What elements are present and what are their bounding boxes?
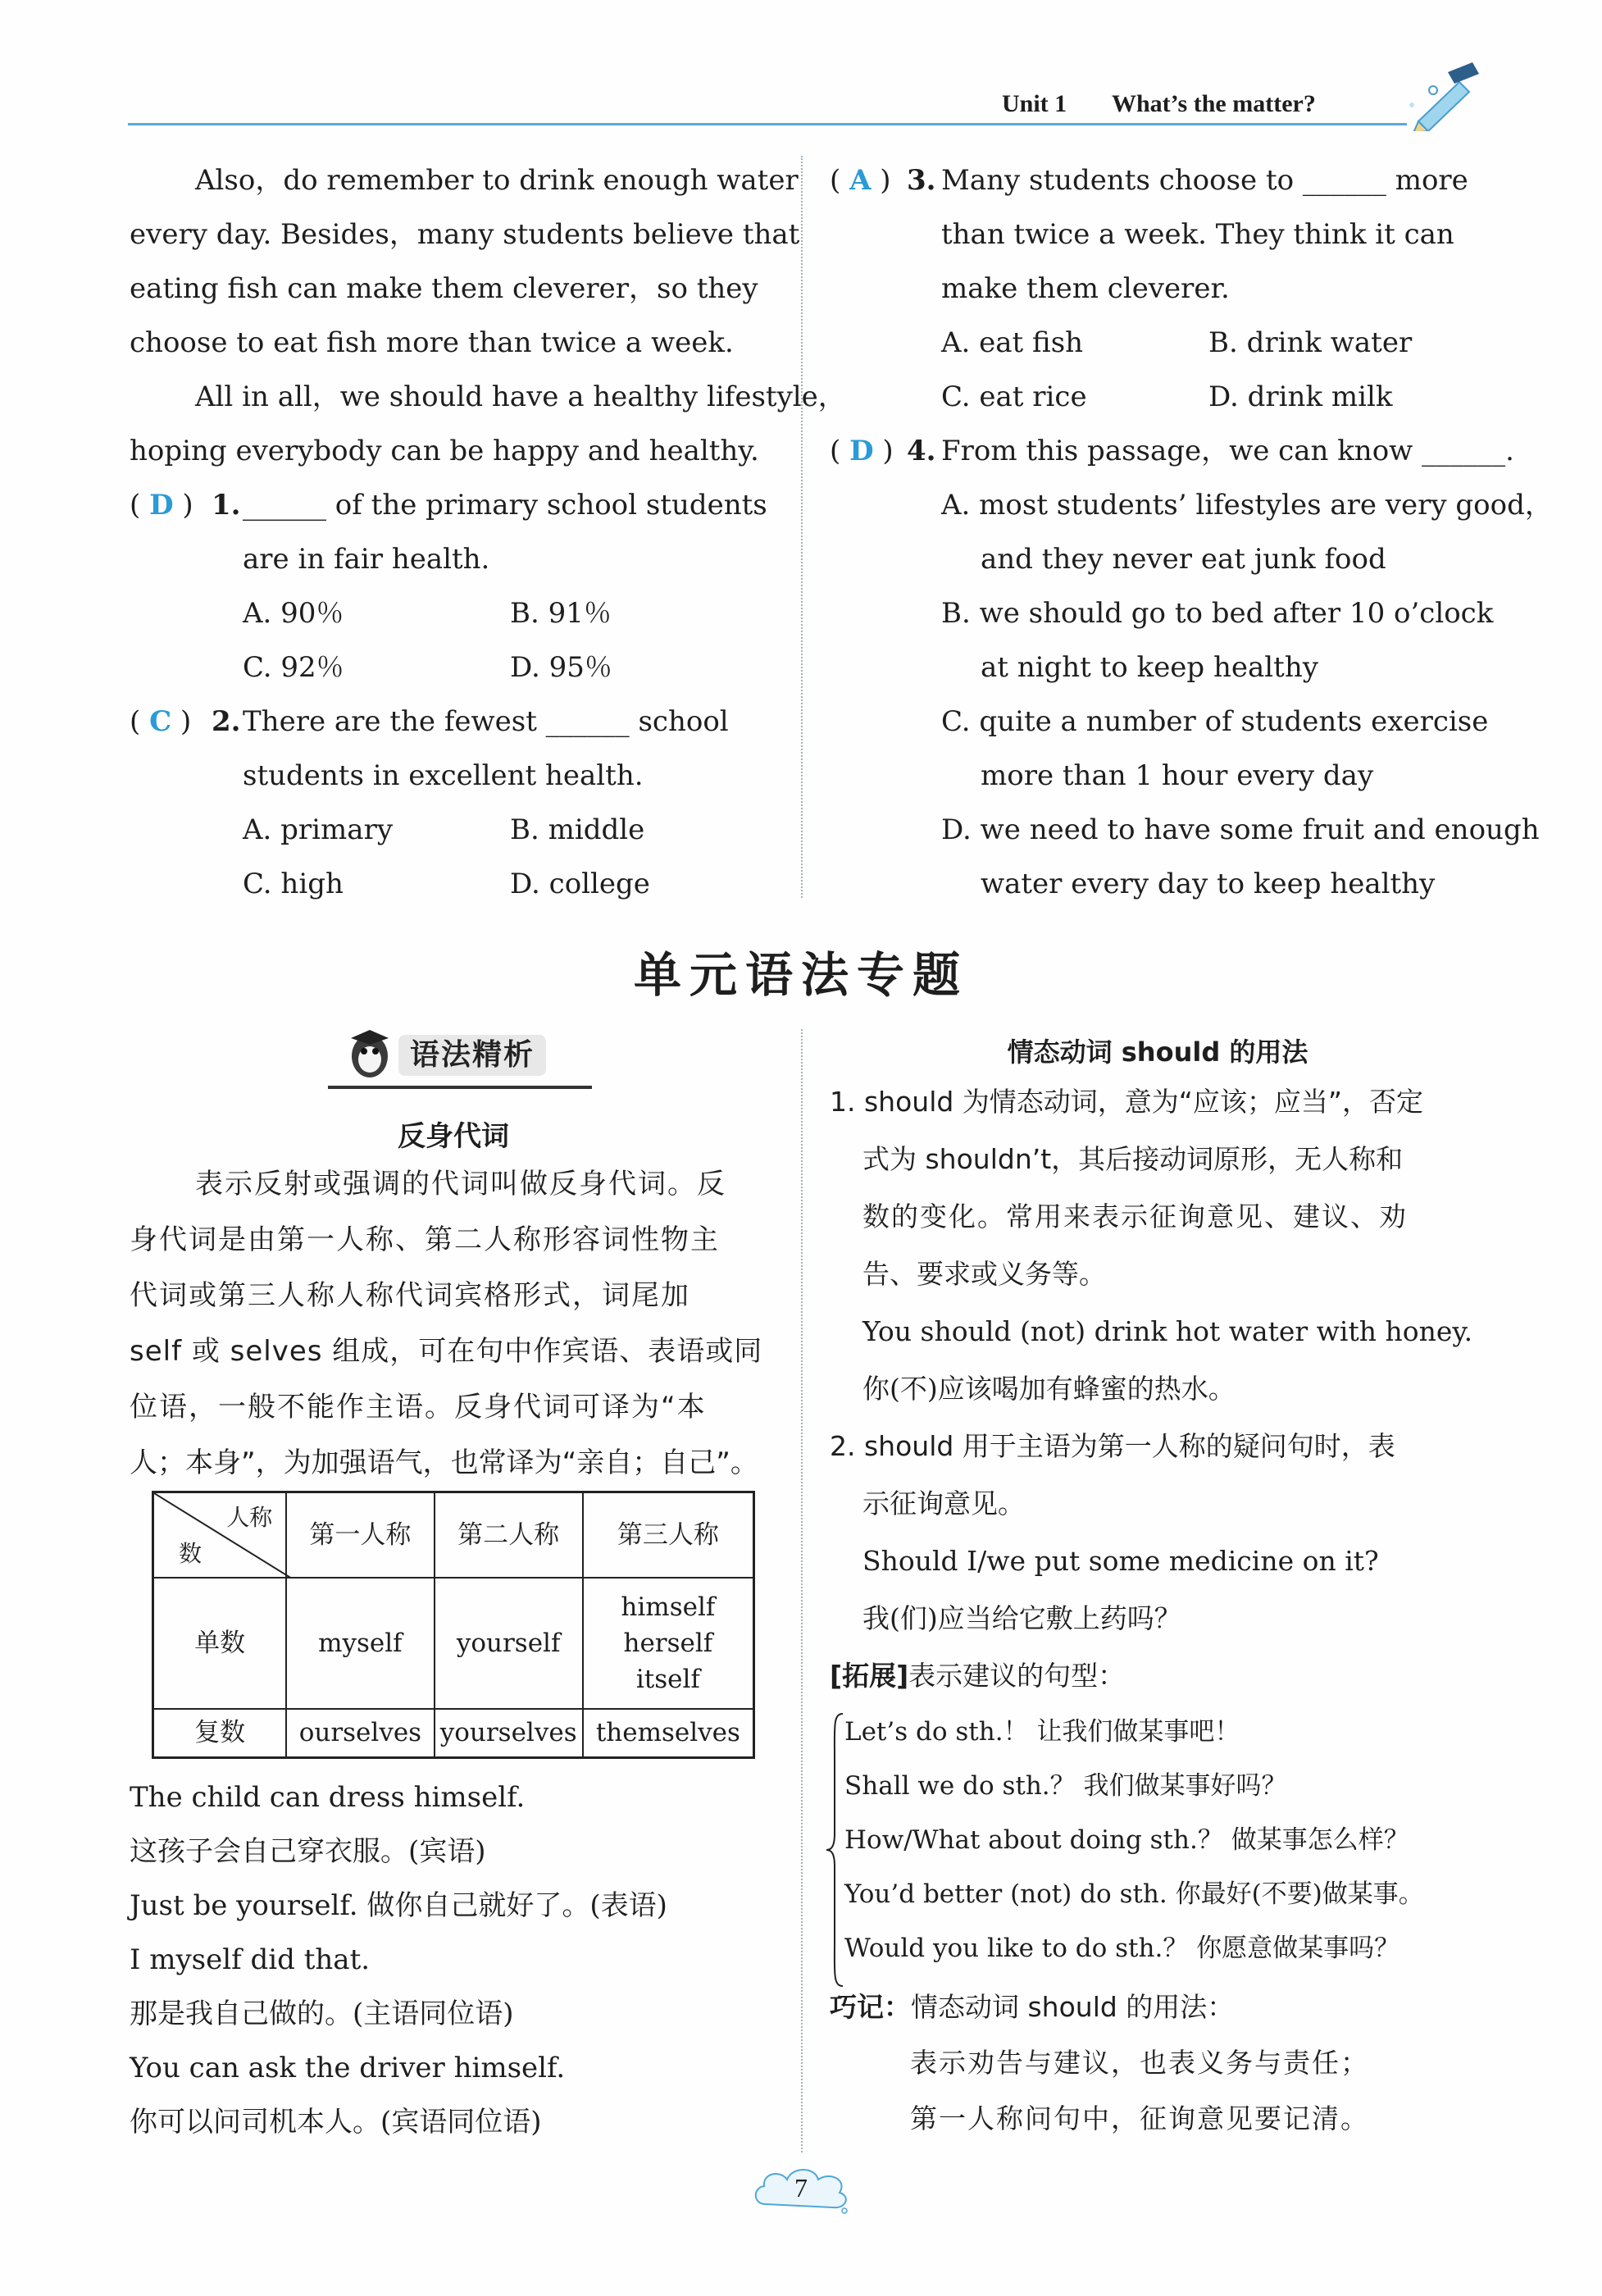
- reading-line: Also，do remember to drink enough water: [195, 164, 799, 197]
- answer-letter: D: [849, 435, 874, 467]
- table-col-header: 第二人称: [435, 1492, 583, 1578]
- table-corner-cell: [153, 1492, 287, 1578]
- question-stem: students in excellent health.: [243, 759, 644, 792]
- intro-line: 位语，一般不能作主语。反身代词可译为“本: [130, 1391, 707, 1424]
- table-cell: themselves: [583, 1709, 754, 1758]
- option: D. 95％: [510, 651, 612, 684]
- table-cell: yourself: [435, 1578, 583, 1709]
- question-number: 4.: [907, 435, 936, 467]
- option: A. primary: [243, 813, 394, 846]
- header-rule: [128, 123, 1407, 125]
- tip-heading: [830, 1991, 1234, 2024]
- option: D. college: [510, 868, 650, 900]
- pencil-cap-icon: [1394, 57, 1484, 131]
- point-line: 数的变化。常用来表示征询意见、建议、劝: [862, 1200, 1408, 1232]
- extension-text: 表示建议的句型：: [908, 1660, 1126, 1692]
- question-number: 3.: [907, 164, 936, 197]
- unit-title: What’s the matter?: [1112, 90, 1316, 117]
- intro-line: 代词或第三人称人称代词宾格形式，词尾加: [130, 1279, 690, 1312]
- mascot-icon: [344, 1027, 395, 1082]
- example-line: The child can dress himself.: [130, 1781, 526, 1814]
- table-cell-line: himself: [621, 1592, 716, 1622]
- option: C. quite a number of students exercise: [941, 705, 1489, 738]
- reading-line: eating fish can make them cleverer，so they: [130, 272, 758, 305]
- corner-number-label: 数: [179, 1539, 203, 1567]
- grammar-title: 情态动词 should 的用法: [1007, 1036, 1308, 1068]
- answer-bracket: ( D ): [130, 489, 193, 522]
- option: D. drink milk: [1208, 380, 1393, 413]
- point-line: You should (not) drink hot water with honey.: [862, 1315, 1473, 1347]
- corner-person-label: 人称: [226, 1504, 273, 1531]
- question-stem: than twice a week. They think it can: [941, 218, 1454, 251]
- answer-letter: A: [849, 164, 872, 197]
- option: A. 90％: [243, 597, 344, 630]
- point-line: 2. should 用于主语为第一人称的疑问句时，表: [830, 1430, 1395, 1462]
- table-row: [153, 1709, 754, 1758]
- reading-line: All in all，we should have a healthy lifestyle，: [195, 380, 846, 413]
- intro-line: 表示反射或强调的代词叫做反身代词。反: [195, 1168, 726, 1200]
- pattern-brace-icon: [825, 1711, 846, 1989]
- extension-heading: [830, 1660, 1125, 1692]
- question-number: 2.: [212, 705, 241, 738]
- question-number: 1.: [212, 489, 241, 522]
- option: C. eat rice: [941, 380, 1087, 413]
- table-header-row: [153, 1492, 754, 1578]
- reading-line: every day. Besides，many students believe that: [130, 218, 800, 251]
- reflexive-pronoun-table: [152, 1491, 755, 1759]
- reading-line: choose to eat fish more than twice a week.: [130, 326, 734, 359]
- answer-letter: C: [149, 705, 172, 738]
- column-divider-top: [801, 156, 803, 898]
- answer-letter: D: [149, 489, 174, 522]
- intro-line: self 或 selves 组成，可在句中作宾语、表语或同: [130, 1335, 763, 1368]
- option: and they never eat junk food: [981, 543, 1386, 576]
- pattern-line: How/What about doing sth.？ 做某事怎么样？: [844, 1825, 1409, 1855]
- page-number: 7: [794, 2173, 808, 2203]
- table-row: [153, 1578, 754, 1709]
- answer-bracket: ( A ): [830, 164, 891, 197]
- point-line: 示征询意见。: [862, 1487, 1025, 1519]
- point-line: 1. should 为情态动词，意为“应该；应当”，否定: [830, 1086, 1423, 1118]
- option: B. drink water: [1208, 326, 1413, 359]
- option: D. we need to have some fruit and enough: [941, 813, 1540, 846]
- table-row-label: 单数: [153, 1578, 287, 1709]
- option: B. middle: [510, 813, 645, 846]
- option: B. 91％: [510, 597, 612, 630]
- question-stem: There are the fewest ______ school: [243, 705, 729, 738]
- pattern-line: You’d better (not) do sth. 你最好(不要)做某事。: [844, 1879, 1424, 1909]
- pattern-line: Let’s do sth.！ 让我们做某事吧！: [844, 1717, 1240, 1747]
- table-cell-line: herself: [623, 1628, 713, 1658]
- option: A. most students’ lifestyles are very good，: [941, 489, 1553, 522]
- answer-bracket: ( D ): [830, 435, 894, 467]
- table-cell: myself: [286, 1578, 434, 1709]
- option: C. high: [243, 868, 344, 900]
- point-line: 你(不)应该喝加有蜂蜜的热水。: [862, 1373, 1236, 1405]
- tip-line: 表示劝告与建议，也表义务与责任；: [910, 2047, 1369, 2079]
- badge-underline: [328, 1086, 592, 1089]
- tip-line: 第一人称问句中，征询意见要记清。: [910, 2102, 1369, 2134]
- question-stem: make them cleverer.: [941, 272, 1230, 305]
- question-stem: From this passage，we can know ______.: [941, 435, 1514, 467]
- table-cell: ourselves: [286, 1709, 434, 1758]
- pattern-line: Would you like to do sth.？ 你愿意做某事吗？: [844, 1934, 1400, 1963]
- example-line: You can ask the driver himself.: [130, 2052, 566, 2084]
- table-col-header: 第三人称: [583, 1492, 754, 1578]
- extension-label: [拓展]: [830, 1660, 909, 1692]
- example-line: I myself did that.: [130, 1943, 371, 1976]
- option: A. eat fish: [941, 326, 1084, 359]
- example-line: Just be yourself. 做你自己就好了。(表语): [130, 1889, 667, 1922]
- grammar-title: 反身代词: [398, 1120, 509, 1153]
- option: water every day to keep healthy: [981, 868, 1436, 900]
- badge-label: 语法精析: [398, 1035, 546, 1076]
- option: at night to keep healthy: [981, 651, 1318, 684]
- example-line: 你可以问司机本人。(宾语同位语): [130, 2106, 542, 2139]
- pattern-line: Shall we do sth.？ 我们做某事好吗？: [844, 1771, 1287, 1801]
- point-line: 我(们)应当给它敷上药吗？: [862, 1602, 1181, 1634]
- point-line: 告、要求或义务等。: [862, 1258, 1106, 1290]
- point-line: Should I/we put some medicine on it?: [862, 1545, 1379, 1577]
- question-stem: Many students choose to ______ more: [941, 164, 1468, 197]
- option: more than 1 hour every day: [981, 759, 1374, 792]
- question-stem: are in fair health.: [243, 543, 490, 576]
- intro-line: 身代词是由第一人称、第二人称形容词性物主: [130, 1223, 720, 1256]
- table-row-label: 复数: [153, 1709, 287, 1758]
- unit-label: Unit 1: [1002, 90, 1067, 117]
- table-col-header: 第一人称: [286, 1492, 434, 1578]
- tip-text: 情态动词 should 的用法：: [911, 1991, 1235, 2023]
- section-title: 单元语法专题: [633, 947, 968, 1003]
- table-cell-line: itself: [635, 1664, 700, 1694]
- example-line: 那是我自己做的。(主语同位语): [130, 1998, 514, 2030]
- table-cell: [583, 1578, 754, 1709]
- option: C. 92％: [243, 651, 344, 684]
- option: B. we should go to bed after 10 o’clock: [941, 597, 1494, 630]
- intro-line: 人；本身”，为加强语气，也常译为“亲自；自己”。: [130, 1446, 758, 1479]
- answer-bracket: ( C ): [130, 705, 192, 738]
- reading-line: hoping everybody can be happy and healthy.: [130, 435, 759, 467]
- example-line: 这孩子会自己穿衣服。(宾语): [130, 1835, 486, 1868]
- column-divider-bottom: [801, 1029, 803, 2152]
- point-line: 式为 shouldn’t，其后接动词原形，无人称和: [862, 1143, 1404, 1175]
- table-cell: yourselves: [435, 1709, 583, 1758]
- question-stem: ______ of the primary school students: [243, 489, 767, 522]
- tip-label: 巧记：: [830, 1991, 911, 2023]
